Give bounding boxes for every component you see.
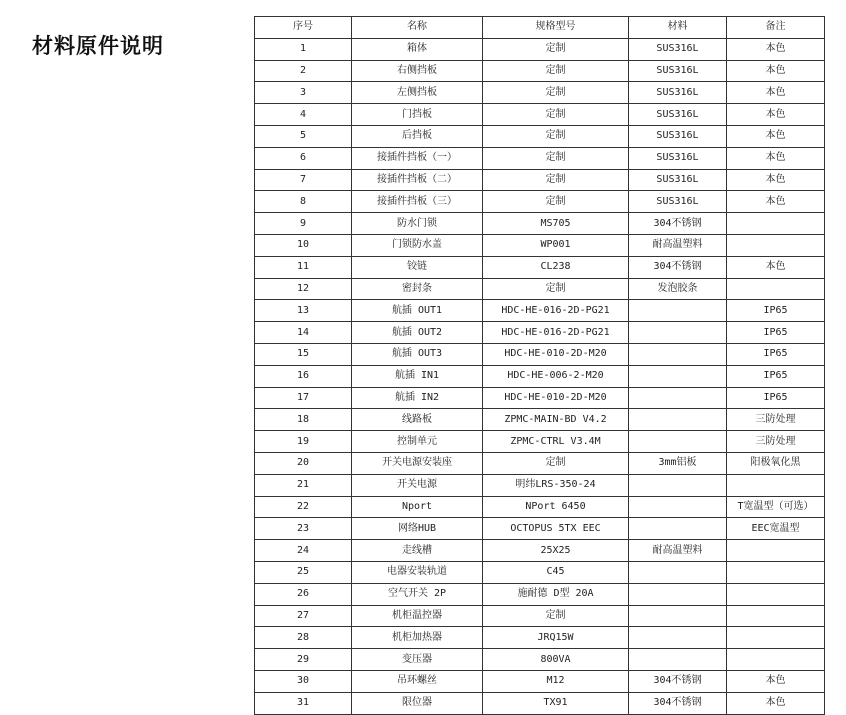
cell-name: 铰链 — [352, 256, 483, 278]
cell-material: SUS316L — [629, 191, 727, 213]
cell-material: 耐高温塑料 — [629, 540, 727, 562]
materials-table — [254, 16, 825, 715]
table-row — [255, 518, 825, 540]
cell-remark: 本色 — [727, 104, 825, 126]
table-row — [255, 627, 825, 649]
cell-index: 6 — [255, 147, 352, 169]
header-remark: 备注 — [727, 17, 825, 39]
cell-material — [629, 605, 727, 627]
cell-spec: 定制 — [483, 38, 629, 60]
cell-index: 10 — [255, 234, 352, 256]
cell-name: 左侧挡板 — [352, 82, 483, 104]
cell-name: 开关电源安装座 — [352, 452, 483, 474]
cell-remark — [727, 474, 825, 496]
cell-index: 5 — [255, 125, 352, 147]
cell-spec: C45 — [483, 561, 629, 583]
cell-material: 发泡胶条 — [629, 278, 727, 300]
cell-spec: HDC-HE-016-2D-PG21 — [483, 322, 629, 344]
table-row — [255, 278, 825, 300]
table-row — [255, 649, 825, 671]
cell-material: SUS316L — [629, 125, 727, 147]
cell-spec: 定制 — [483, 278, 629, 300]
cell-index: 21 — [255, 474, 352, 496]
header-index: 序号 — [255, 17, 352, 39]
cell-material — [629, 627, 727, 649]
cell-remark: 本色 — [727, 169, 825, 191]
cell-remark: 三防处理 — [727, 409, 825, 431]
cell-index: 30 — [255, 670, 352, 692]
cell-remark — [727, 561, 825, 583]
table-row — [255, 474, 825, 496]
table-row — [255, 147, 825, 169]
cell-remark — [727, 540, 825, 562]
cell-index: 1 — [255, 38, 352, 60]
cell-remark: IP65 — [727, 343, 825, 365]
cell-name: 航插 OUT2 — [352, 322, 483, 344]
cell-spec: 定制 — [483, 82, 629, 104]
table-row — [255, 256, 825, 278]
cell-name: 接插件挡板（三） — [352, 191, 483, 213]
cell-spec: 定制 — [483, 125, 629, 147]
cell-index: 17 — [255, 387, 352, 409]
cell-spec: 定制 — [483, 191, 629, 213]
cell-material — [629, 583, 727, 605]
cell-index: 24 — [255, 540, 352, 562]
cell-remark — [727, 278, 825, 300]
cell-spec: HDC-HE-010-2D-M20 — [483, 343, 629, 365]
cell-remark — [727, 234, 825, 256]
cell-name: 接插件挡板（一） — [352, 147, 483, 169]
cell-material: 304不锈钢 — [629, 256, 727, 278]
cell-material: SUS316L — [629, 104, 727, 126]
cell-index: 25 — [255, 561, 352, 583]
table-row — [255, 561, 825, 583]
cell-spec: TX91 — [483, 692, 629, 714]
cell-name: 接插件挡板（二） — [352, 169, 483, 191]
cell-index: 11 — [255, 256, 352, 278]
cell-name: 开关电源 — [352, 474, 483, 496]
cell-spec: HDC-HE-010-2D-M20 — [483, 387, 629, 409]
cell-name: 空气开关 2P — [352, 583, 483, 605]
cell-spec: 定制 — [483, 452, 629, 474]
cell-material — [629, 343, 727, 365]
table-row — [255, 82, 825, 104]
cell-material: 耐高温塑料 — [629, 234, 727, 256]
cell-index: 3 — [255, 82, 352, 104]
table-row — [255, 365, 825, 387]
cell-name: 后挡板 — [352, 125, 483, 147]
cell-material — [629, 649, 727, 671]
cell-remark: 本色 — [727, 60, 825, 82]
cell-remark: 本色 — [727, 82, 825, 104]
cell-name: 走线槽 — [352, 540, 483, 562]
cell-name: 线路板 — [352, 409, 483, 431]
cell-name: 门挡板 — [352, 104, 483, 126]
cell-spec: HDC-HE-006-2-M20 — [483, 365, 629, 387]
cell-remark: IP65 — [727, 365, 825, 387]
cell-name: 限位器 — [352, 692, 483, 714]
header-spec: 规格型号 — [483, 17, 629, 39]
cell-spec: 定制 — [483, 60, 629, 82]
cell-spec: ZPMC-MAIN-BD V4.2 — [483, 409, 629, 431]
cell-index: 7 — [255, 169, 352, 191]
cell-spec: 定制 — [483, 605, 629, 627]
cell-index: 9 — [255, 213, 352, 235]
cell-remark: 本色 — [727, 692, 825, 714]
cell-remark — [727, 605, 825, 627]
cell-name: 变压器 — [352, 649, 483, 671]
cell-remark: 本色 — [727, 191, 825, 213]
cell-remark: 本色 — [727, 147, 825, 169]
cell-material: 304不锈钢 — [629, 670, 727, 692]
table-row — [255, 692, 825, 714]
table-row — [255, 60, 825, 82]
cell-spec: ZPMC-CTRL V3.4M — [483, 431, 629, 453]
cell-name: 密封条 — [352, 278, 483, 300]
table-row — [255, 300, 825, 322]
table-row — [255, 583, 825, 605]
cell-spec: MS705 — [483, 213, 629, 235]
cell-material: SUS316L — [629, 169, 727, 191]
cell-spec: JRQ15W — [483, 627, 629, 649]
cell-spec: HDC-HE-016-2D-PG21 — [483, 300, 629, 322]
cell-remark — [727, 583, 825, 605]
table-body — [255, 38, 825, 714]
cell-spec: 定制 — [483, 104, 629, 126]
cell-material — [629, 561, 727, 583]
cell-index: 4 — [255, 104, 352, 126]
cell-material — [629, 518, 727, 540]
cell-remark: 三防处理 — [727, 431, 825, 453]
cell-index: 12 — [255, 278, 352, 300]
cell-name: 机柜温控器 — [352, 605, 483, 627]
cell-spec: 800VA — [483, 649, 629, 671]
cell-spec: 定制 — [483, 169, 629, 191]
table-row — [255, 409, 825, 431]
cell-name: 防水门锁 — [352, 213, 483, 235]
cell-spec: 明纬LRS-350-24 — [483, 474, 629, 496]
cell-index: 13 — [255, 300, 352, 322]
table-row — [255, 104, 825, 126]
cell-index: 26 — [255, 583, 352, 605]
cell-remark — [727, 627, 825, 649]
cell-name: 航插 OUT3 — [352, 343, 483, 365]
table-row — [255, 605, 825, 627]
cell-material — [629, 409, 727, 431]
cell-spec: CL238 — [483, 256, 629, 278]
cell-remark: 本色 — [727, 670, 825, 692]
cell-spec: M12 — [483, 670, 629, 692]
cell-name: 箱体 — [352, 38, 483, 60]
table-row — [255, 452, 825, 474]
cell-name: Nport — [352, 496, 483, 518]
cell-index: 28 — [255, 627, 352, 649]
table-row — [255, 125, 825, 147]
cell-index: 16 — [255, 365, 352, 387]
table-row — [255, 387, 825, 409]
table-row — [255, 496, 825, 518]
cell-material — [629, 322, 727, 344]
cell-name: 吊环螺丝 — [352, 670, 483, 692]
table-row — [255, 343, 825, 365]
table-row — [255, 540, 825, 562]
cell-material — [629, 300, 727, 322]
table-row — [255, 431, 825, 453]
cell-remark — [727, 649, 825, 671]
cell-index: 20 — [255, 452, 352, 474]
cell-material: SUS316L — [629, 60, 727, 82]
cell-index: 23 — [255, 518, 352, 540]
cell-remark: T宽温型（可选） — [727, 496, 825, 518]
cell-remark: 本色 — [727, 256, 825, 278]
cell-spec: OCTOPUS 5TX EEC — [483, 518, 629, 540]
cell-material — [629, 474, 727, 496]
cell-index: 2 — [255, 60, 352, 82]
cell-index: 19 — [255, 431, 352, 453]
cell-material — [629, 365, 727, 387]
cell-material: SUS316L — [629, 82, 727, 104]
cell-remark: 本色 — [727, 125, 825, 147]
table-row — [255, 234, 825, 256]
page-title: 材料原件说明 — [32, 34, 164, 58]
cell-remark: IP65 — [727, 322, 825, 344]
table-row — [255, 191, 825, 213]
cell-remark: EEC宽温型 — [727, 518, 825, 540]
cell-spec: WP001 — [483, 234, 629, 256]
header-name: 名称 — [352, 17, 483, 39]
header-material: 材料 — [629, 17, 727, 39]
cell-spec: 25X25 — [483, 540, 629, 562]
cell-material — [629, 496, 727, 518]
cell-name: 网络HUB — [352, 518, 483, 540]
cell-material: 304不锈钢 — [629, 692, 727, 714]
cell-material — [629, 387, 727, 409]
table-row — [255, 38, 825, 60]
cell-remark — [727, 213, 825, 235]
cell-index: 8 — [255, 191, 352, 213]
cell-name: 航插 IN2 — [352, 387, 483, 409]
table-row — [255, 670, 825, 692]
cell-name: 门锁防水盖 — [352, 234, 483, 256]
cell-index: 27 — [255, 605, 352, 627]
cell-remark: IP65 — [727, 387, 825, 409]
cell-index: 29 — [255, 649, 352, 671]
cell-index: 14 — [255, 322, 352, 344]
cell-index: 22 — [255, 496, 352, 518]
cell-name: 航插 IN1 — [352, 365, 483, 387]
cell-remark: IP65 — [727, 300, 825, 322]
cell-name: 控制单元 — [352, 431, 483, 453]
cell-remark: 阳极氧化黑 — [727, 452, 825, 474]
cell-index: 31 — [255, 692, 352, 714]
cell-name: 右侧挡板 — [352, 60, 483, 82]
cell-index: 18 — [255, 409, 352, 431]
cell-name: 机柜加热器 — [352, 627, 483, 649]
cell-spec: 施耐德 D型 20A — [483, 583, 629, 605]
cell-spec: NPort 6450 — [483, 496, 629, 518]
cell-spec: 定制 — [483, 147, 629, 169]
table-header-row — [255, 17, 825, 39]
table-row — [255, 322, 825, 344]
cell-remark: 本色 — [727, 38, 825, 60]
cell-material — [629, 431, 727, 453]
table-row — [255, 169, 825, 191]
table-row — [255, 213, 825, 235]
cell-material: SUS316L — [629, 147, 727, 169]
cell-name: 电器安装轨道 — [352, 561, 483, 583]
cell-name: 航插 OUT1 — [352, 300, 483, 322]
cell-material: SUS316L — [629, 38, 727, 60]
cell-index: 15 — [255, 343, 352, 365]
cell-material: 3mm铝板 — [629, 452, 727, 474]
cell-material: 304不锈钢 — [629, 213, 727, 235]
